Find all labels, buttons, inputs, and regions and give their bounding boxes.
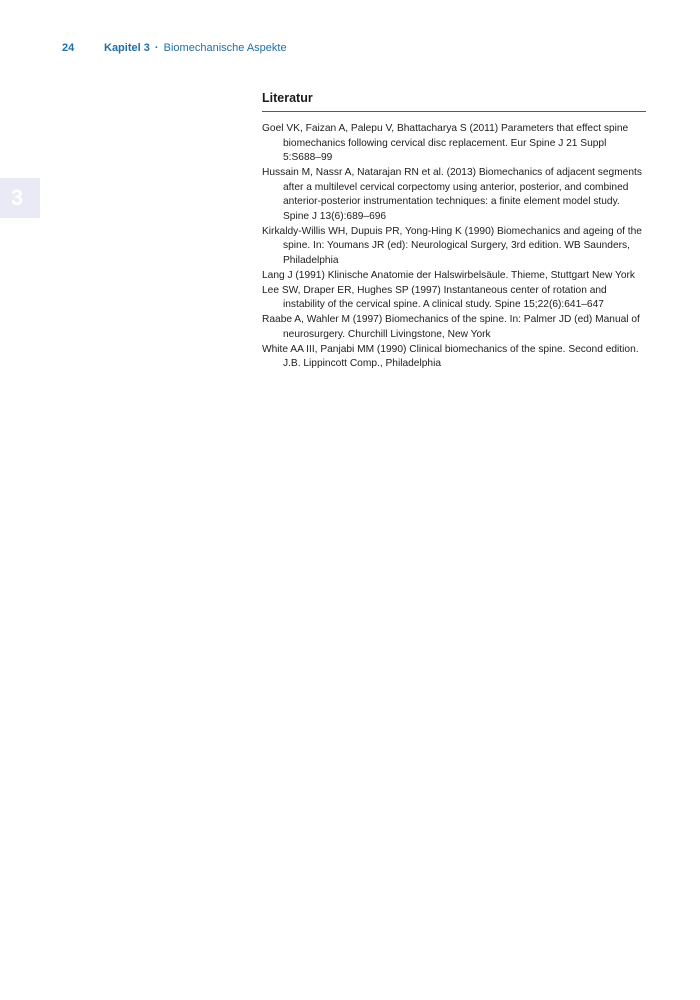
reference-list (262, 122, 646, 372)
reference-item: White AA III, Panjabi MM (1990) Clinical biomechanics of the spine. Second edition. J.B. Lippincott Comp., Philadelphia (262, 343, 639, 370)
reference-item: Goel VK, Faizan A, Palepu V, Bhattacharya S (2011) Parameters that effect spine biomechanics following cervical disc replacement. Eur Spine J 21 Suppl 5:S688–99 (262, 123, 629, 164)
chapter-title: Biomechanische Aspekte (163, 42, 287, 54)
chapter-label: Kapitel 3 (104, 42, 150, 54)
reference-item: Hussain M, Nassr A, Natarajan RN et al. (2013) Biomechanics of adjacent segments after a multilevel cervical corpectomy using anterior, posterior, and combined anterior-posterior instrumentation techniques: a finite element model study. Spine J 13(6):689–696 (262, 167, 642, 222)
chapter-tab (0, 178, 40, 218)
chapter-separator: · (154, 42, 159, 54)
literature-section (262, 90, 646, 372)
page-number: 24 (62, 42, 75, 54)
section-heading: Literatur (262, 90, 646, 112)
reference-item: Lang J (1991) Klinische Anatomie der Halswirbelsäule. Thieme, Stuttgart New York (262, 269, 635, 281)
reference-item: Raabe A, Wahler M (1997) Biomechanics of the spine. In: Palmer JD (ed) Manual of neurosurgery. Churchill Livingstone, New York (262, 314, 640, 340)
running-head (62, 41, 287, 55)
chapter-tab-number: 3 (11, 185, 24, 210)
reference-item: Kirkaldy-Willis WH, Dupuis PR, Yong-Hing K (1990) Biomechanics and ageing of the spine. In: Youmans JR (ed): Neurological Surgery, 3rd edition. WB Saunders, Philadelphia (262, 225, 642, 266)
reference-item: Lee SW, Draper ER, Hughes SP (1997) Instantaneous center of rotation and instability of the cervical spine. A clinical study. Spine 15;22(6):641–647 (262, 284, 607, 311)
